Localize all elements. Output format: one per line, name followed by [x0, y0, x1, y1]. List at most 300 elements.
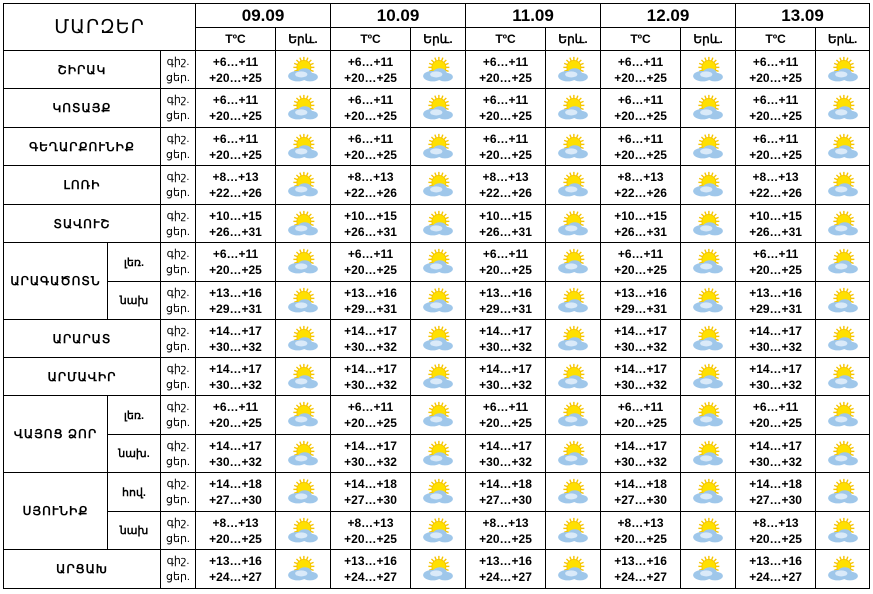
day-temperature: +20…+25	[209, 263, 262, 277]
night-temperature: +6…+11	[482, 400, 529, 414]
day-temperature: +20…+25	[749, 531, 802, 546]
day-temperature: +20…+25	[344, 416, 397, 430]
night-temperature: +6…+11	[347, 54, 394, 69]
partly-cloudy-sun-icon	[681, 243, 736, 282]
time-of-day-label	[161, 128, 196, 166]
temperature-cell	[331, 396, 411, 435]
partly-cloudy-sun-icon	[411, 320, 466, 358]
night-temperature: +8…+13	[482, 515, 529, 530]
temperature-cell	[601, 205, 681, 243]
partly-cloudy-sun-icon	[276, 166, 331, 205]
night-temperature: +6…+11	[347, 93, 394, 107]
temperature-cell	[466, 435, 546, 473]
partly-cloudy-sun-icon	[546, 358, 601, 396]
temperature-cell	[736, 320, 816, 358]
date-header: 11.09	[466, 4, 601, 28]
day-temperature: +20…+25	[344, 70, 397, 85]
night-temperature: +6…+11	[482, 93, 529, 107]
night-temperature: +14…+17	[344, 438, 397, 453]
partly-cloudy-sun-icon	[546, 166, 601, 205]
temperature-cell	[601, 320, 681, 358]
partly-cloudy-sun-icon	[681, 320, 736, 358]
night-temperature: +6…+11	[752, 247, 799, 261]
partly-cloudy-sun-icon	[276, 205, 331, 243]
partly-cloudy-sun-icon	[546, 205, 601, 243]
temperature-cell	[601, 89, 681, 128]
partly-cloudy-sun-icon	[411, 243, 466, 282]
night-temperature: +6…+11	[617, 247, 664, 261]
weather-col-header: Երև.	[276, 28, 331, 51]
weather-col-header: Երև.	[411, 28, 466, 51]
night-label: գիշ.	[166, 324, 190, 337]
region-name: ԱՐՑԱԽ	[4, 550, 161, 589]
partly-cloudy-sun-icon	[816, 435, 870, 473]
region-row	[4, 205, 870, 243]
night-temperature: +14…+17	[479, 361, 532, 376]
day-temperature: +20…+25	[209, 531, 262, 546]
night-temperature: +8…+13	[482, 170, 529, 184]
day-temperature: +26…+31	[614, 224, 667, 239]
night-temperature: +8…+13	[752, 170, 799, 184]
partly-cloudy-sun-icon	[276, 89, 331, 128]
temperature-col-header: TºC	[196, 28, 276, 51]
temperature-col-header: TºC	[601, 28, 681, 51]
temperature-cell	[331, 512, 411, 550]
region-row	[4, 89, 870, 128]
day-label: ցեր.	[166, 571, 190, 583]
temperature-col-header: TºC	[466, 28, 546, 51]
day-label: ցեր.	[166, 378, 190, 391]
night-temperature: +14…+18	[749, 477, 802, 491]
region-row	[4, 512, 870, 550]
day-temperature: +20…+25	[749, 109, 802, 123]
day-temperature: +30…+32	[344, 377, 397, 392]
day-temperature: +27…+30	[749, 493, 802, 507]
partly-cloudy-sun-icon	[276, 358, 331, 396]
night-temperature: +10…+15	[344, 208, 397, 223]
day-temperature: +20…+25	[479, 147, 532, 162]
day-temperature: +24…+27	[749, 570, 802, 584]
temperature-cell	[736, 512, 816, 550]
day-temperature: +22…+26	[749, 186, 802, 200]
temperature-cell	[466, 166, 546, 205]
day-temperature: +30…+32	[344, 339, 397, 354]
time-of-day-label	[161, 205, 196, 243]
night-temperature: +14…+17	[749, 323, 802, 338]
temperature-cell	[601, 358, 681, 396]
day-temperature: +24…+27	[209, 570, 262, 584]
region-row	[4, 243, 870, 282]
partly-cloudy-sun-icon	[411, 396, 466, 435]
partly-cloudy-sun-icon	[546, 435, 601, 473]
region-row	[4, 51, 870, 89]
night-label: գիշ.	[166, 286, 190, 299]
day-temperature: +20…+25	[344, 109, 397, 123]
partly-cloudy-sun-icon	[546, 512, 601, 550]
day-temperature: +27…+30	[614, 493, 667, 507]
partly-cloudy-sun-icon	[276, 320, 331, 358]
time-of-day-label	[161, 550, 196, 589]
region-name: ԿՈՏԱՅՔ	[4, 89, 161, 128]
region-name: ՍՅՈՒՆԻՔ	[4, 473, 108, 550]
partly-cloudy-sun-icon	[546, 282, 601, 320]
day-label: ցեր.	[166, 110, 190, 122]
day-temperature: +29…+31	[209, 301, 262, 316]
day-temperature: +30…+32	[209, 339, 262, 354]
subregion-label: լեռ.	[108, 396, 161, 435]
temperature-cell	[736, 396, 816, 435]
day-temperature: +30…+32	[479, 339, 532, 354]
partly-cloudy-sun-icon	[276, 473, 331, 512]
day-label: ցեր.	[166, 225, 190, 238]
day-temperature: +22…+26	[209, 186, 262, 200]
partly-cloudy-sun-icon	[681, 89, 736, 128]
day-temperature: +29…+31	[614, 301, 667, 316]
temperature-cell	[331, 166, 411, 205]
night-temperature: +6…+11	[617, 400, 664, 414]
day-temperature: +30…+32	[209, 377, 262, 392]
temperature-cell	[331, 358, 411, 396]
region-row	[4, 358, 870, 396]
partly-cloudy-sun-icon	[411, 282, 466, 320]
night-temperature: +13…+16	[614, 285, 667, 300]
region-row	[4, 435, 870, 473]
night-temperature: +14…+17	[749, 438, 802, 453]
temperature-cell	[466, 550, 546, 589]
temperature-cell	[601, 473, 681, 512]
night-temperature: +6…+11	[617, 131, 664, 146]
night-temperature: +14…+18	[344, 477, 397, 491]
night-temperature: +8…+13	[752, 515, 799, 530]
partly-cloudy-sun-icon	[681, 473, 736, 512]
day-temperature: +30…+32	[749, 377, 802, 392]
day-temperature: +30…+32	[479, 377, 532, 392]
day-temperature: +27…+30	[344, 493, 397, 507]
temperature-col-header: TºC	[331, 28, 411, 51]
day-label: ցեր.	[166, 494, 190, 506]
day-temperature: +20…+25	[614, 263, 667, 277]
day-temperature: +20…+25	[614, 70, 667, 85]
temperature-cell	[196, 473, 276, 512]
night-temperature: +6…+11	[482, 54, 529, 69]
partly-cloudy-sun-icon	[411, 435, 466, 473]
night-temperature: +13…+16	[209, 285, 262, 300]
temperature-cell	[736, 89, 816, 128]
temperature-cell	[196, 396, 276, 435]
day-label: ցեր.	[166, 71, 190, 84]
day-temperature: +20…+25	[479, 416, 532, 430]
day-temperature: +24…+27	[344, 570, 397, 584]
partly-cloudy-sun-icon	[816, 282, 870, 320]
date-header: 12.09	[601, 4, 736, 28]
region-name: ՎԱՅՈՑ ՁՈՐ	[4, 396, 108, 473]
night-label: գիշ.	[166, 94, 190, 106]
partly-cloudy-sun-icon	[276, 128, 331, 166]
night-temperature: +14…+17	[614, 323, 667, 338]
temperature-cell	[736, 205, 816, 243]
partly-cloudy-sun-icon	[816, 550, 870, 589]
region-row	[4, 128, 870, 166]
day-temperature: +30…+32	[209, 454, 262, 469]
day-temperature: +26…+31	[209, 224, 262, 239]
partly-cloudy-sun-icon	[681, 358, 736, 396]
temperature-cell	[736, 166, 816, 205]
temperature-cell	[466, 128, 546, 166]
night-label: գիշ.	[166, 209, 190, 222]
partly-cloudy-sun-icon	[411, 128, 466, 166]
region-row	[4, 282, 870, 320]
time-of-day-label	[161, 435, 196, 473]
night-temperature: +6…+11	[347, 247, 394, 261]
night-temperature: +14…+17	[479, 438, 532, 453]
temperature-cell	[466, 51, 546, 89]
partly-cloudy-sun-icon	[681, 550, 736, 589]
night-temperature: +10…+15	[209, 208, 262, 223]
temperature-cell	[601, 51, 681, 89]
night-label: գիշ.	[166, 171, 190, 183]
time-of-day-label	[161, 512, 196, 550]
temperature-cell	[331, 89, 411, 128]
partly-cloudy-sun-icon	[546, 89, 601, 128]
temperature-cell	[196, 51, 276, 89]
partly-cloudy-sun-icon	[411, 205, 466, 243]
day-temperature: +29…+31	[749, 301, 802, 316]
temperature-cell	[466, 243, 546, 282]
partly-cloudy-sun-icon	[276, 435, 331, 473]
day-label: ցեր.	[166, 532, 190, 545]
partly-cloudy-sun-icon	[681, 282, 736, 320]
partly-cloudy-sun-icon	[816, 51, 870, 89]
night-temperature: +14…+17	[344, 323, 397, 338]
day-temperature: +26…+31	[479, 224, 532, 239]
day-temperature: +20…+25	[749, 416, 802, 430]
night-temperature: +6…+11	[347, 400, 394, 414]
night-temperature: +14…+17	[749, 361, 802, 376]
night-label: գիշ.	[166, 132, 190, 145]
temperature-cell	[196, 282, 276, 320]
day-temperature: +20…+25	[614, 147, 667, 162]
night-temperature: +10…+15	[749, 208, 802, 223]
partly-cloudy-sun-icon	[816, 243, 870, 282]
partly-cloudy-sun-icon	[276, 396, 331, 435]
region-name: ԳԵՂԱՐՔՈՒՆԻՔ	[4, 128, 161, 166]
night-temperature: +13…+16	[749, 285, 802, 300]
night-temperature: +13…+16	[614, 554, 667, 568]
date-header: 13.09	[736, 4, 870, 28]
day-temperature: +20…+25	[344, 263, 397, 277]
time-of-day-label	[161, 358, 196, 396]
day-temperature: +30…+32	[344, 454, 397, 469]
night-temperature: +14…+17	[209, 438, 262, 453]
night-temperature: +6…+11	[617, 93, 664, 107]
night-temperature: +14…+18	[209, 477, 262, 491]
night-label: գիշ.	[166, 478, 190, 490]
temperature-cell	[331, 550, 411, 589]
temperature-cell	[466, 473, 546, 512]
night-temperature: +13…+16	[479, 554, 532, 568]
night-temperature: +8…+13	[617, 515, 664, 530]
night-temperature: +14…+18	[479, 477, 532, 491]
day-temperature: +20…+25	[344, 531, 397, 546]
night-temperature: +6…+11	[212, 54, 259, 69]
night-temperature: +13…+16	[344, 554, 397, 568]
subregion-label: նախ	[108, 512, 161, 550]
time-of-day-label	[161, 320, 196, 358]
day-temperature: +20…+25	[749, 147, 802, 162]
temperature-cell	[736, 473, 816, 512]
partly-cloudy-sun-icon	[276, 282, 331, 320]
night-temperature: +14…+17	[344, 361, 397, 376]
day-temperature: +20…+25	[614, 109, 667, 123]
day-temperature: +30…+32	[614, 377, 667, 392]
partly-cloudy-sun-icon	[816, 166, 870, 205]
temperature-col-header: TºC	[736, 28, 816, 51]
temperature-cell	[196, 435, 276, 473]
night-temperature: +6…+11	[617, 54, 664, 69]
temperature-cell	[331, 473, 411, 512]
day-label: ցեր.	[166, 417, 190, 429]
temperature-cell	[331, 51, 411, 89]
temperature-cell	[331, 128, 411, 166]
night-temperature: +8…+13	[347, 515, 394, 530]
date-header: 09.09	[196, 4, 331, 28]
partly-cloudy-sun-icon	[276, 51, 331, 89]
day-temperature: +27…+30	[209, 493, 262, 507]
temperature-cell	[736, 51, 816, 89]
temperature-cell	[601, 550, 681, 589]
night-temperature: +6…+11	[752, 131, 799, 146]
time-of-day-label	[161, 243, 196, 282]
temperature-cell	[601, 435, 681, 473]
day-temperature: +20…+25	[209, 416, 262, 430]
temperature-cell	[601, 512, 681, 550]
forecast-table	[3, 3, 870, 589]
temperature-cell	[466, 282, 546, 320]
region-name: ՏԱՎՈՒՇ	[4, 205, 161, 243]
day-temperature: +22…+26	[614, 186, 667, 200]
day-label: ցեր.	[166, 302, 190, 315]
partly-cloudy-sun-icon	[681, 205, 736, 243]
time-of-day-label	[161, 166, 196, 205]
region-name: ԼՈՌԻ	[4, 166, 161, 205]
partly-cloudy-sun-icon	[411, 550, 466, 589]
partly-cloudy-sun-icon	[816, 320, 870, 358]
temperature-cell	[466, 358, 546, 396]
temperature-cell	[601, 396, 681, 435]
temperature-cell	[196, 166, 276, 205]
day-temperature: +20…+25	[749, 70, 802, 85]
night-temperature: +6…+11	[752, 400, 799, 414]
partly-cloudy-sun-icon	[276, 550, 331, 589]
night-label: գիշ.	[166, 555, 190, 567]
temperature-cell	[736, 128, 816, 166]
partly-cloudy-sun-icon	[816, 473, 870, 512]
temperature-cell	[736, 358, 816, 396]
day-temperature: +20…+25	[749, 263, 802, 277]
day-temperature: +24…+27	[479, 570, 532, 584]
night-temperature: +8…+13	[212, 170, 259, 184]
day-label: ցեր.	[166, 148, 190, 161]
partly-cloudy-sun-icon	[816, 396, 870, 435]
weather-col-header: Երև.	[546, 28, 601, 51]
partly-cloudy-sun-icon	[681, 435, 736, 473]
night-temperature: +6…+11	[212, 247, 259, 261]
temperature-cell	[736, 550, 816, 589]
partly-cloudy-sun-icon	[681, 166, 736, 205]
partly-cloudy-sun-icon	[816, 89, 870, 128]
region-row	[4, 550, 870, 589]
day-temperature: +20…+25	[479, 263, 532, 277]
day-temperature: +26…+31	[749, 224, 802, 239]
partly-cloudy-sun-icon	[546, 396, 601, 435]
night-temperature: +8…+13	[617, 170, 664, 184]
day-temperature: +20…+25	[209, 109, 262, 123]
temperature-cell	[466, 89, 546, 128]
night-temperature: +6…+11	[347, 131, 394, 146]
weather-col-header: Երև.	[681, 28, 736, 51]
temperature-cell	[736, 435, 816, 473]
temperature-cell	[601, 128, 681, 166]
day-temperature: +26…+31	[344, 224, 397, 239]
day-label: ցեր.	[166, 455, 190, 468]
region-name: ԱՐՄԱՎԻՐ	[4, 358, 161, 396]
temperature-cell	[196, 512, 276, 550]
temperature-cell	[331, 243, 411, 282]
temperature-cell	[736, 243, 816, 282]
partly-cloudy-sun-icon	[816, 358, 870, 396]
temperature-cell	[466, 205, 546, 243]
day-temperature: +29…+31	[479, 301, 532, 316]
night-temperature: +6…+11	[752, 54, 799, 69]
night-temperature: +6…+11	[482, 247, 529, 261]
night-temperature: +14…+17	[614, 438, 667, 453]
partly-cloudy-sun-icon	[816, 512, 870, 550]
day-temperature: +20…+25	[209, 70, 262, 85]
day-temperature: +20…+25	[614, 531, 667, 546]
temperature-cell	[331, 205, 411, 243]
temperature-cell	[466, 320, 546, 358]
region-name: ԱՐԱՐԱՏ	[4, 320, 161, 358]
partly-cloudy-sun-icon	[411, 166, 466, 205]
date-header: 10.09	[331, 4, 466, 28]
day-label: ցեր.	[166, 264, 190, 276]
night-temperature: +8…+13	[212, 515, 259, 530]
night-label: գիշ.	[166, 401, 190, 413]
time-of-day-label	[161, 396, 196, 435]
region-row	[4, 320, 870, 358]
day-temperature: +30…+32	[614, 454, 667, 469]
region-row	[4, 473, 870, 512]
day-temperature: +22…+26	[344, 186, 397, 200]
night-temperature: +6…+11	[212, 93, 259, 107]
subregion-label: նախ.	[108, 435, 161, 473]
day-temperature: +24…+27	[614, 570, 667, 584]
day-temperature: +30…+32	[749, 339, 802, 354]
night-label: գիշ.	[166, 516, 190, 529]
temperature-cell	[196, 243, 276, 282]
day-temperature: +20…+25	[209, 147, 262, 162]
night-temperature: +14…+18	[614, 477, 667, 491]
partly-cloudy-sun-icon	[681, 128, 736, 166]
time-of-day-label	[161, 282, 196, 320]
temperature-cell	[466, 512, 546, 550]
temperature-cell	[196, 205, 276, 243]
day-temperature: +20…+25	[614, 416, 667, 430]
subregion-label: նախ	[108, 282, 161, 320]
partly-cloudy-sun-icon	[276, 512, 331, 550]
partly-cloudy-sun-icon	[816, 128, 870, 166]
night-temperature: +6…+11	[752, 93, 799, 107]
